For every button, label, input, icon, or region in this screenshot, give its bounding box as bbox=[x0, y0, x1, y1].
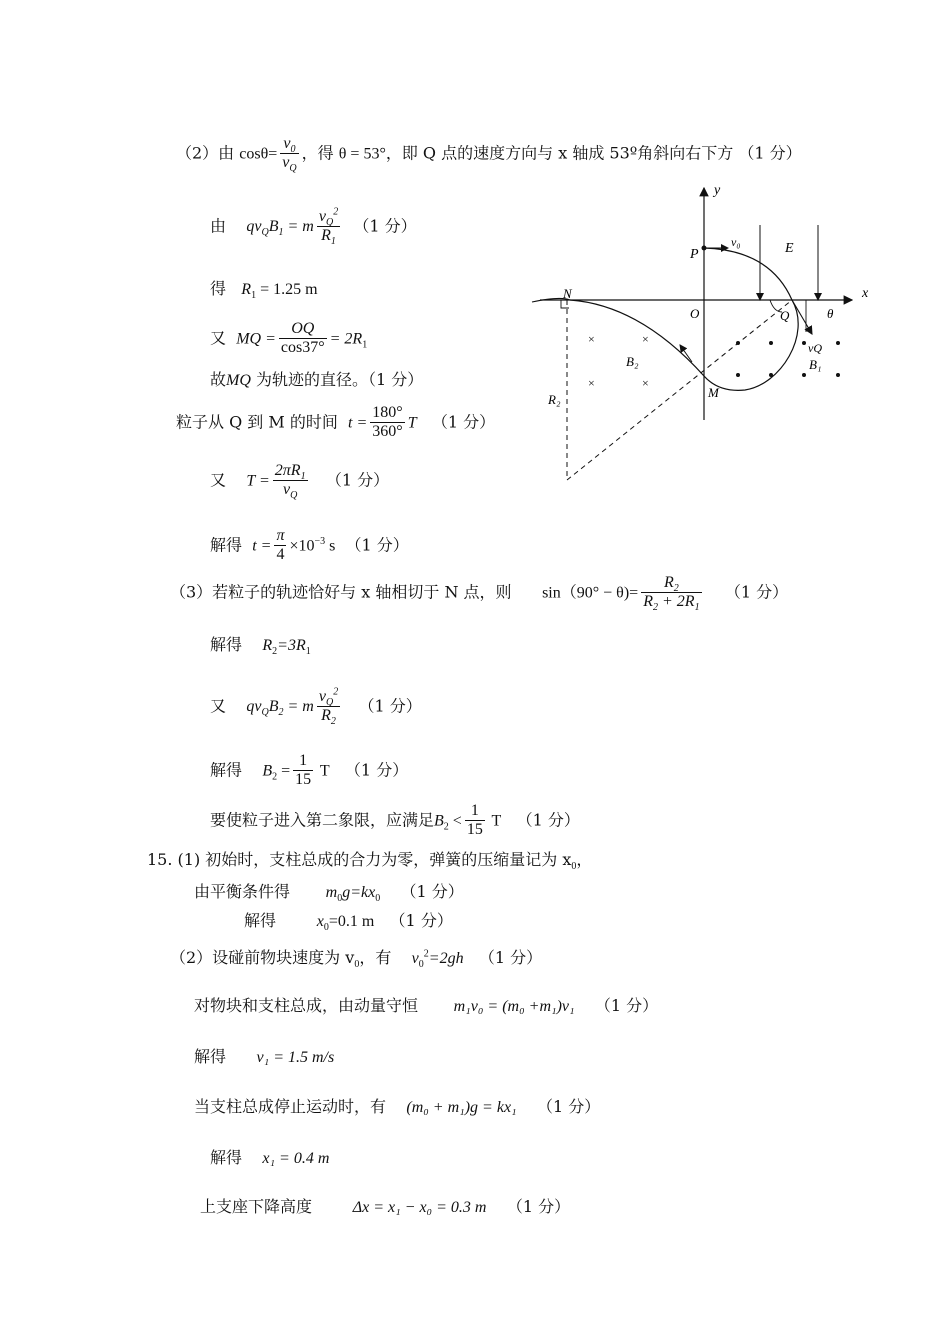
cross-mark: × bbox=[588, 332, 595, 346]
dot-mark bbox=[769, 373, 773, 377]
eq-b2-result: 解得 $B_2$ = $\frac{1}{15}$ T （1 分） bbox=[210, 752, 409, 789]
y-axis-label: y bbox=[714, 183, 721, 198]
label-q: Q bbox=[780, 308, 790, 323]
mq-diameter-line: 故MQ 为轨迹的直径。（1 分） bbox=[210, 370, 424, 389]
label-b2: B₂ bbox=[626, 354, 639, 369]
q15-line5: 对物块和支柱总成，由动量守恒 m₁v₀ = (m₀ +m₁)v₁ （1 分） bbox=[194, 996, 659, 1015]
eq-period: 又 T = $\frac{2\pi R_1}{v_Q}$ （1 分） bbox=[210, 462, 390, 502]
q15-line4: （2）设碰前物块速度为 $v_0$，有 $v_0^2=2gh$ （1 分） bbox=[170, 948, 543, 971]
parabola-path bbox=[704, 248, 792, 300]
q15-line8: 解得 x₁ = 0.4 m bbox=[210, 1148, 330, 1167]
eq-r1-value: 得 $R_1 = 1.25$ m bbox=[210, 279, 318, 302]
dot-mark bbox=[736, 373, 740, 377]
eq-time-qm: 粒子从 Q 到 M 的时间 t = $\frac{180^\circ}{360^\circ}$ T （1 分） bbox=[176, 404, 496, 441]
label-p: P bbox=[690, 247, 699, 262]
eq-lorentz-r1: 由 $qv_QB_1 = m$ $\frac{v_Q^2}{R_1}$ （1 分） bbox=[210, 206, 417, 248]
eq-b2-condition: 要使粒子进入第二象限，应满足$B_2$ < $\frac{1}{15}$ T （1 分） bbox=[210, 802, 580, 839]
diameter-dashed-line bbox=[567, 300, 792, 480]
label-e: E bbox=[785, 241, 794, 256]
eq-r2-3r1: 解得 $R_2=3R_1$ bbox=[210, 635, 311, 658]
eq-mq: 又 MQ = $\frac{OQ}{\cos 37^\circ}$ = $2R_1$ bbox=[210, 320, 368, 357]
dot-mark bbox=[836, 373, 840, 377]
q15-line2: 由平衡条件得 $m_0g=kx_0$ （1 分） bbox=[194, 882, 464, 905]
cross-mark: × bbox=[588, 376, 595, 390]
q15-line9: 上支座下降高度 Δx = x₁ − x₀ = 0.3 m （1 分） bbox=[200, 1197, 571, 1216]
q15-line7: 当支柱总成停止运动时，有 (m₀ + m₁)g = kx₁ （1 分） bbox=[194, 1097, 601, 1116]
x-axis-label: x bbox=[862, 286, 869, 301]
vq-arrow bbox=[792, 300, 812, 334]
label-n: N bbox=[563, 286, 572, 301]
label-vq: vQ bbox=[808, 341, 822, 355]
label-r2: R₂ bbox=[548, 392, 561, 407]
cross-mark: × bbox=[642, 332, 649, 346]
part3-line: （3）若粒子的轨迹恰好与 x 轴相切于 N 点，则 sin（90° − θ)= $\frac{R_2}{R_2 + 2R_1}$ （1 分） bbox=[170, 574, 789, 614]
dot-mark bbox=[802, 341, 806, 345]
label-m: M bbox=[708, 385, 719, 400]
eq-lorentz-r2: 又 $qv_QB_2 = m$ $\frac{v_Q^2}{R_2}$ （1 分） bbox=[210, 686, 422, 728]
trajectory-diagram bbox=[528, 180, 878, 500]
label-o: O bbox=[690, 306, 700, 321]
label-v0: v₀ bbox=[731, 235, 741, 249]
right-angle-mark bbox=[561, 300, 569, 308]
label-b1: B₁ bbox=[809, 357, 822, 372]
q15-line3: 解得 $x_0=0.1$ m （1 分） bbox=[244, 911, 453, 934]
dot-mark bbox=[769, 341, 773, 345]
cross-mark: × bbox=[642, 376, 649, 390]
q15-line1: 15. (1) 初始时，支柱总成的合力为零，弹簧的压缩量记为 $x_0$， bbox=[147, 850, 593, 873]
label-theta: θ bbox=[827, 306, 834, 321]
eq-time-result: 解得 t = $\frac{\pi}{4}$ $\times 10^{-3}$ s （1 分） bbox=[210, 527, 409, 564]
v0-over-vQ-fraction: $\frac{v_0}{v_Q}$ bbox=[282, 135, 297, 175]
dot-mark bbox=[802, 373, 806, 377]
dot-mark bbox=[836, 341, 840, 345]
q15-line6: 解得 v₁ = 1.5 m/s bbox=[194, 1047, 335, 1066]
part2-line: （2）由 cosθ= $\frac{v_0}{v_Q}$ ，得 θ = 53°，即 Q 点的速度方向与 x 轴成 53º角斜向右下方 （1 分） bbox=[176, 135, 802, 175]
dot-mark bbox=[736, 341, 740, 345]
